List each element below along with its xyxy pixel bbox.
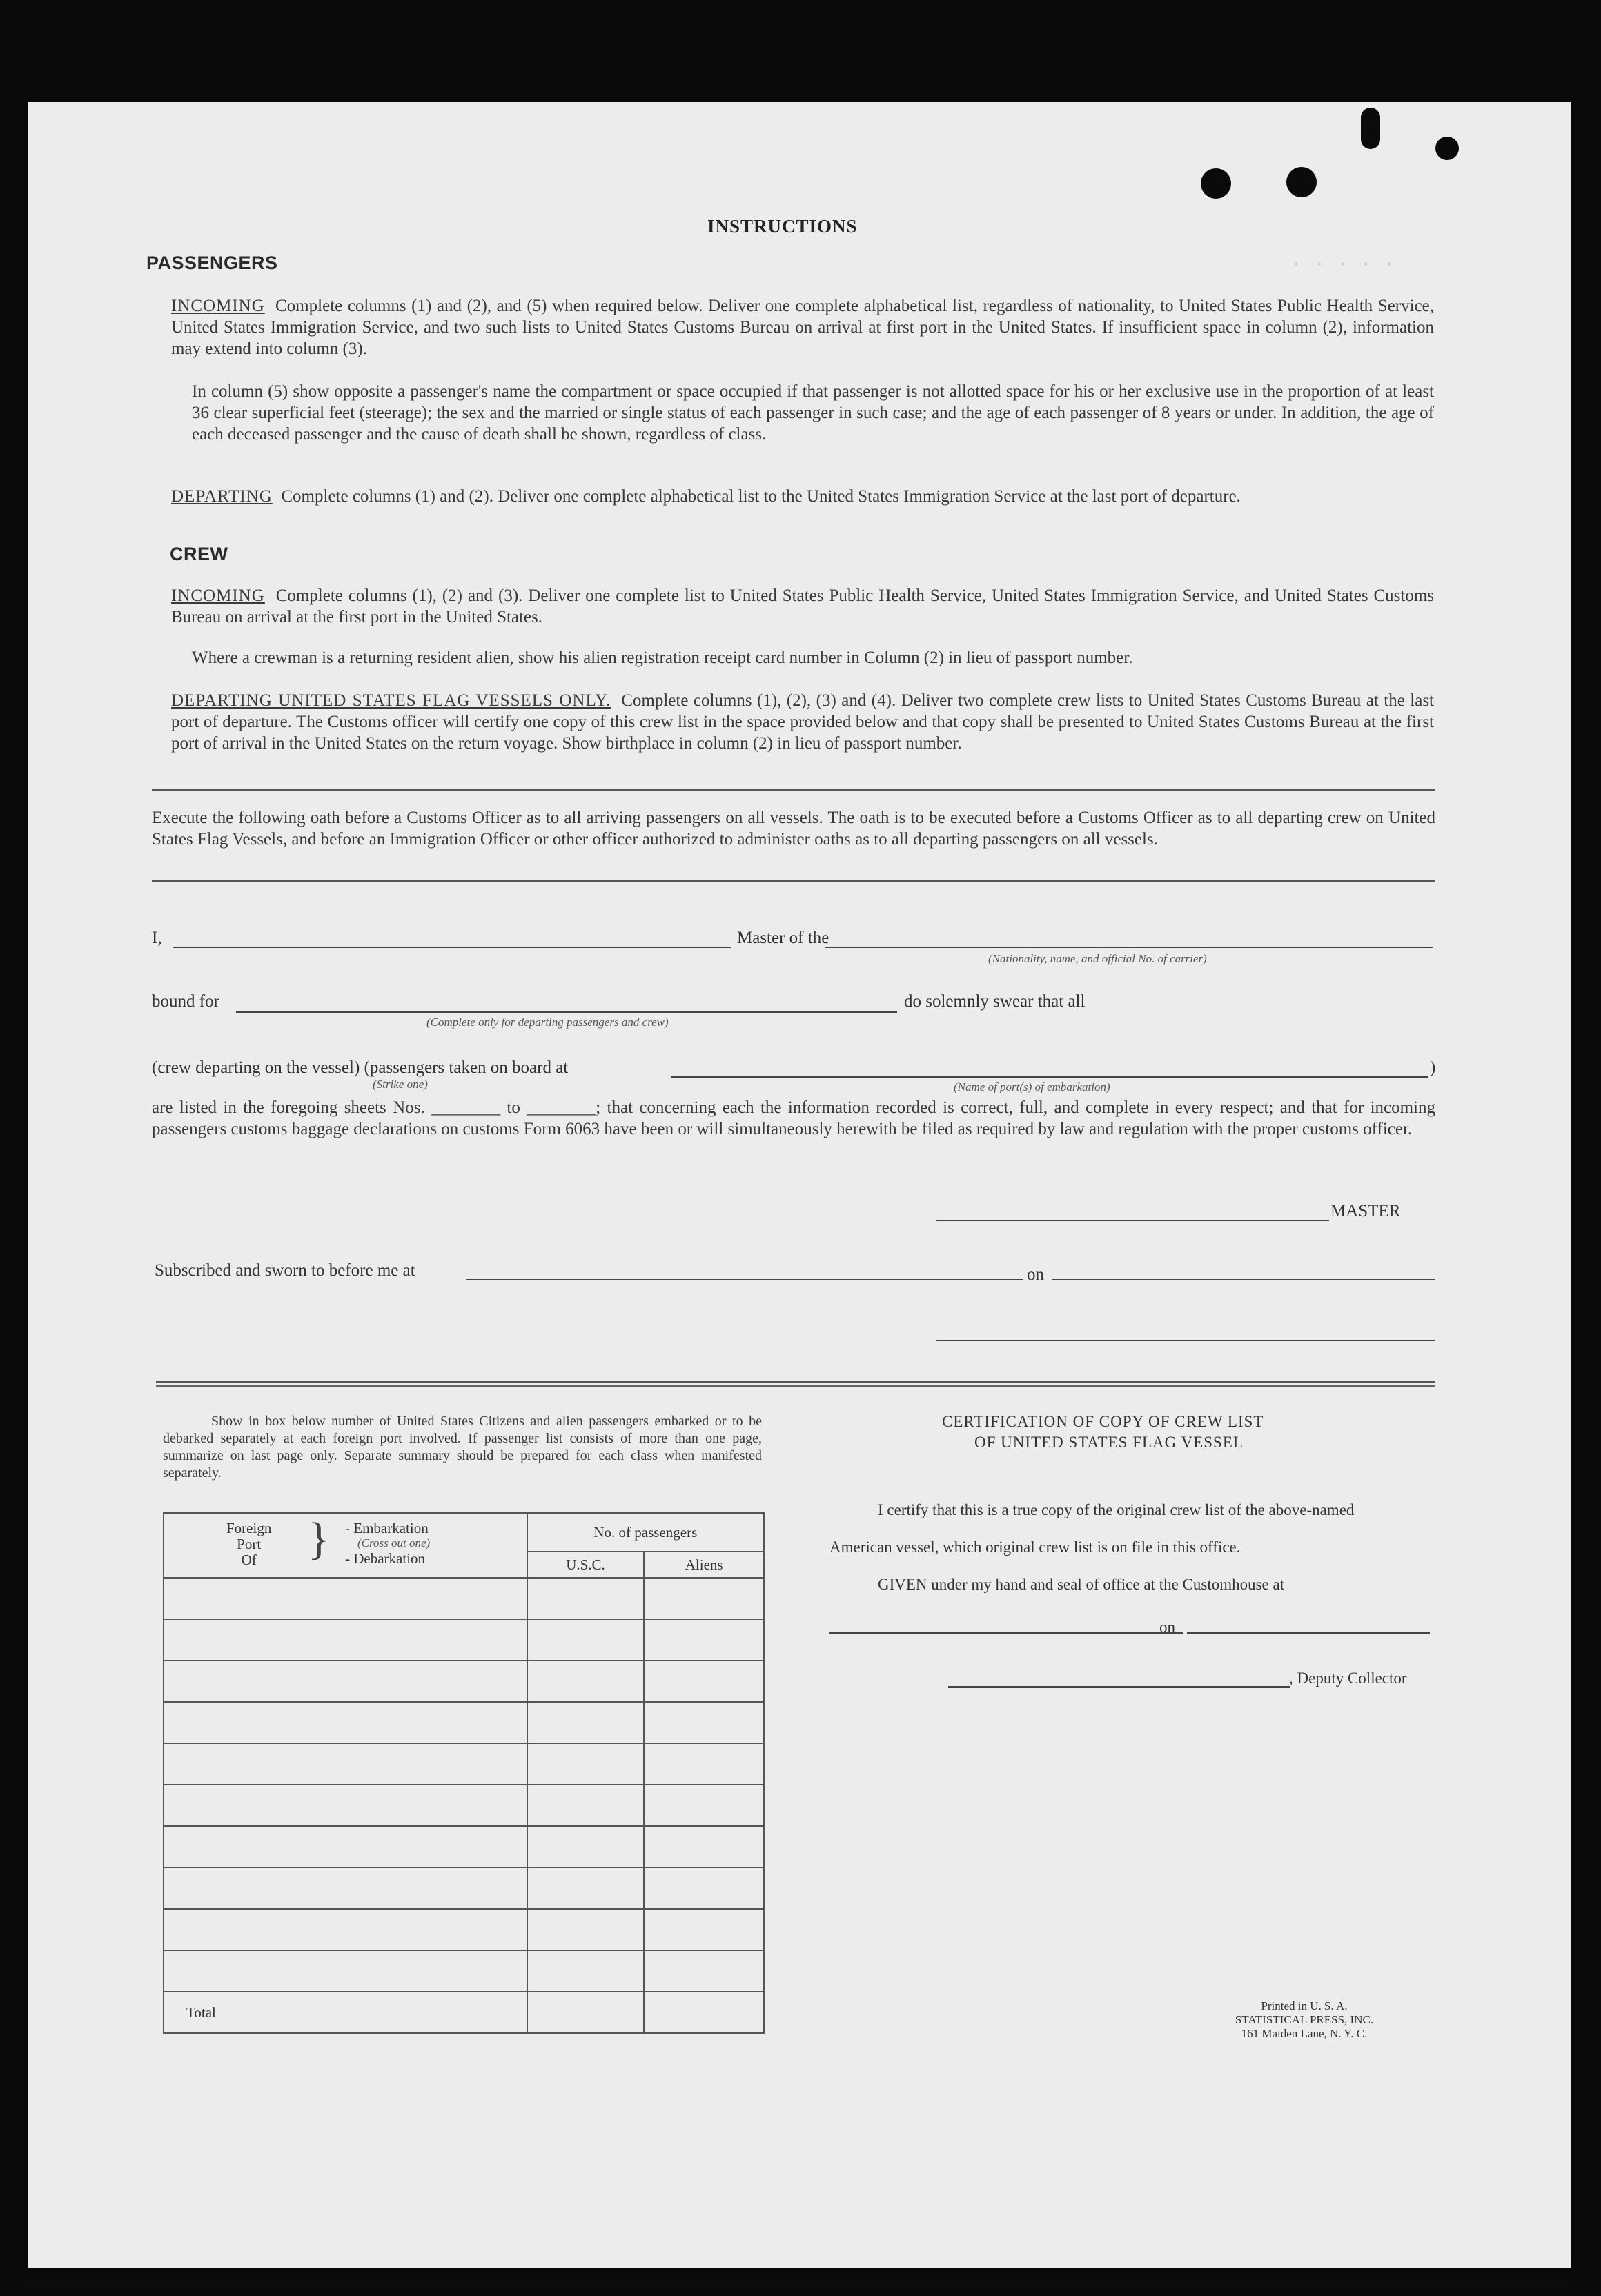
foreign-label: Foreign [226, 1520, 272, 1536]
port-cell[interactable] [164, 1785, 527, 1826]
crew-departing-text [171, 690, 1434, 754]
aliens-cell[interactable] [644, 1578, 764, 1619]
cross-out-note: (Cross out one) [357, 1536, 431, 1550]
total-row [164, 1992, 764, 2033]
page-title: INSTRUCTIONS [707, 216, 858, 237]
port-cell[interactable] [164, 1619, 527, 1661]
printer-line-2: STATISTICAL PRESS, INC. [1235, 2013, 1374, 2026]
bound-for-label: bound for [152, 992, 219, 1011]
divider [152, 789, 1435, 791]
no-passengers-header: No. of passengers [527, 1513, 764, 1552]
printer-line-3: 161 Maiden Lane, N. Y. C. [1241, 2027, 1368, 2040]
port-cell[interactable] [164, 1578, 527, 1619]
total-usc-cell[interactable] [527, 1992, 645, 2033]
passengers-incoming-text [171, 295, 1434, 359]
port-cell[interactable] [164, 1661, 527, 1702]
punch-hole [1361, 108, 1380, 149]
deputy-signature-field[interactable] [948, 1686, 1290, 1688]
usc-cell[interactable] [527, 1826, 645, 1868]
form-sheet [28, 102, 1571, 2268]
usc-cell[interactable] [527, 1743, 645, 1785]
port-cell[interactable] [164, 1868, 527, 1909]
usc-cell[interactable] [527, 1909, 645, 1950]
total-aliens-cell[interactable] [644, 1992, 764, 2033]
aliens-cell[interactable] [644, 1785, 764, 1826]
table-row [164, 1950, 764, 1992]
crew-heading: CREW [170, 544, 228, 564]
oath-instructions: Execute the following oath before a Customs Officer as to all arriving passengers on all vessels. The oath is to be executed before a Customs Officer as to all departing crew on United States Flag Vessels, and before an Immigration Officer or other officer authorized to administer oaths as to all departing passengers on all vessels. [152, 809, 1435, 849]
bound-for-field[interactable] [236, 1011, 897, 1013]
port-cell[interactable] [164, 1826, 527, 1868]
master-name-field[interactable] [173, 947, 731, 948]
usc-cell[interactable] [527, 1702, 645, 1743]
certification-on-label: on [1159, 1619, 1175, 1636]
strike-one-note: (Strike one) [373, 1078, 428, 1091]
embarkation-label: - Embarkation [345, 1520, 429, 1536]
carrier-note: (Nationality, name, and official No. of carrier) [988, 952, 1207, 965]
swear-label: do solemnly swear that all [904, 992, 1086, 1011]
certification-date-field[interactable] [1187, 1632, 1430, 1634]
usc-cell[interactable] [527, 1868, 645, 1909]
listed-text: are listed in the foregoing sheets Nos. ________ to ________; that concerning each the information recorded is correct, full, and complete in every respect; and that for incoming passengers customs baggage declarations on customs Form 6063 have been or will simultaneously herewith be filed as required by law and regulation with the proper customs officer. [152, 1098, 1435, 1138]
aliens-cell[interactable] [644, 1950, 764, 1992]
subscribed-label: Subscribed and sworn to before me at [155, 1261, 415, 1280]
printer-imprint [1215, 1999, 1394, 2041]
port-cell[interactable] [164, 1702, 527, 1743]
usc-header: U.S.C. [527, 1552, 645, 1578]
aliens-cell[interactable] [644, 1868, 764, 1909]
master-label: MASTER [1330, 1202, 1401, 1220]
usc-cell[interactable] [527, 1950, 645, 1992]
bound-note: (Complete only for departing passengers and crew) [426, 1016, 669, 1029]
passengers-incoming-label: INCOMING [171, 297, 265, 315]
crew-departing-label: DEPARTING UNITED STATES FLAG VESSELS ONLY. [171, 691, 611, 710]
show-through-marks: · · · · · [1290, 254, 1395, 275]
divider [156, 1381, 1435, 1383]
close-paren: ) [1430, 1058, 1436, 1077]
punch-hole [1201, 168, 1231, 199]
certification-title-2: OF UNITED STATES FLAG VESSEL [974, 1434, 1244, 1451]
crew-departing-label: (crew departing on the vessel) (passengers taken on board at [152, 1058, 569, 1077]
passengers-departing-text [171, 486, 1434, 507]
carrier-field[interactable] [825, 947, 1433, 948]
ports-note: (Name of port(s) of embarkation) [954, 1080, 1110, 1093]
port-cell[interactable] [164, 1950, 527, 1992]
aliens-cell[interactable] [644, 1909, 764, 1950]
passengers-incoming-text2: In column (5) show opposite a passenger's name the compartment or space occupied if that passenger is not allotted space for his or her exclusive use in the proportion of at least 36 clear superficial feet (steerage); the sex and the married or single status of each passenger in such case; and the age of each passenger of 8 years or under. In addition, the age of each deceased passenger and the cause of death shall be shown, regardless of class. [192, 382, 1434, 444]
crew-departing-body: Complete columns (1), (2), (3) and (4). Deliver two complete crew lists to United States Customs Bureau at the last port of departure. The Customs officer will certify one copy of this crew list in the space provided below and that copy shall be presented to United States Customs Bureau at the first port of arrival in the United States on the return voyage. Show birthplace in column (2) in lieu of passport number. [171, 691, 1434, 753]
aliens-cell[interactable] [644, 1702, 764, 1743]
table-row [164, 1661, 764, 1702]
crew-incoming-body: Complete columns (1), (2) and (3). Deliver one complete list to United States Public Health Service, United States Immigration Service, and United States Customs Bureau on arrival at the first port in the United States. [171, 586, 1435, 626]
brace-icon: } [308, 1514, 330, 1564]
total-label: Total [164, 1992, 527, 2033]
customhouse-field[interactable] [829, 1632, 1183, 1634]
usc-cell[interactable] [527, 1619, 645, 1661]
deputy-collector-label: , Deputy Collector [1289, 1670, 1407, 1687]
aliens-cell[interactable] [644, 1661, 764, 1702]
table-row [164, 1619, 764, 1661]
punch-hole [1286, 167, 1317, 197]
table-row [164, 1702, 764, 1743]
master-of-label: Master of the [737, 929, 829, 947]
master-signature-field[interactable] [936, 1220, 1329, 1221]
crew-incoming-label: INCOMING [171, 586, 265, 605]
port-cell[interactable] [164, 1743, 527, 1785]
certification-text-3: GIVEN under my hand and seal of office at the Customhouse at [878, 1576, 1285, 1593]
port-header [164, 1513, 527, 1578]
printer-line-1: Printed in U. S. A. [1261, 1999, 1348, 2012]
passengers-heading: PASSENGERS [146, 253, 278, 273]
punch-hole [1435, 137, 1459, 160]
passengers-departing-body: Complete columns (1) and (2). Deliver one complete alphabetical list to the United States Immigration Service at the last port of departure. [281, 487, 1241, 506]
officer-signature-field[interactable] [936, 1340, 1435, 1341]
table-row [164, 1909, 764, 1950]
table-row [164, 1743, 764, 1785]
table-row [164, 1826, 764, 1868]
port-label: Port [237, 1536, 262, 1552]
divider [156, 1385, 1435, 1387]
aliens-header: Aliens [644, 1552, 764, 1578]
usc-cell[interactable] [527, 1578, 645, 1619]
passenger-tally-table [163, 1512, 765, 2034]
table-row [164, 1578, 764, 1619]
certification-title-1: CERTIFICATION OF COPY OF CREW LIST [942, 1413, 1264, 1430]
sworn-on-field[interactable] [1052, 1279, 1435, 1280]
usc-cell[interactable] [527, 1785, 645, 1826]
debarkation-label: - Debarkation [345, 1550, 426, 1567]
passengers-departing-label: DEPARTING [171, 487, 273, 506]
oath-i-label: I, [152, 929, 162, 947]
embarkation-port-field[interactable] [671, 1076, 1428, 1078]
sworn-at-field[interactable] [466, 1279, 1023, 1280]
certification-text-1: I certify that this is a true copy of the original crew list of the above-named [878, 1501, 1355, 1518]
crew-incoming-text2: Where a crewman is a returning resident alien, show his alien registration receipt card number in Column (2) in lieu of passport number. [192, 649, 1133, 667]
aliens-cell[interactable] [644, 1619, 764, 1661]
aliens-cell[interactable] [644, 1826, 764, 1868]
table-row [164, 1785, 764, 1826]
sworn-on-label: on [1027, 1265, 1044, 1284]
of-label: Of [241, 1552, 257, 1568]
table-row [164, 1868, 764, 1909]
aliens-cell[interactable] [644, 1743, 764, 1785]
divider [152, 880, 1435, 882]
summary-instructions: Show in box below number of United States Citizens and alien passengers embarked or to be debarked separately at each foreign port involved. If passenger list consists of more than one page, summarize on last page only. Separate summary should be prepared for each class when manifested separately. [163, 1414, 762, 1481]
certification-text-2: American vessel, which original crew list is on file in this office. [829, 1538, 1241, 1556]
passengers-incoming-body: Complete columns (1) and (2), and (5) when required below. Deliver one complete alphabetical list, regardless of nationality, to United States Public Health Service, United States Immigration Service, and two such lists to United States Customs Bureau on arrival at first port in the United States. If insufficient space in column (2), information may extend into column (3). [171, 297, 1435, 358]
crew-incoming-text [171, 585, 1434, 628]
usc-cell[interactable] [527, 1661, 645, 1702]
port-cell[interactable] [164, 1909, 527, 1950]
